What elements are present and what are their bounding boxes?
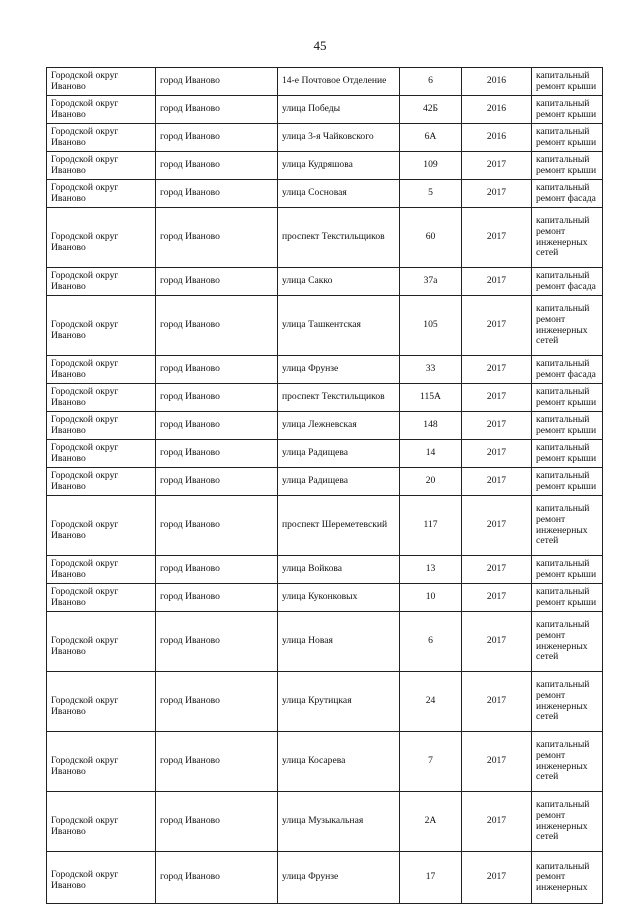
house-number-cell: 33 — [400, 356, 462, 384]
city-cell: город Иваново — [156, 356, 278, 384]
year-cell: 2017 — [462, 792, 532, 852]
district-cell: Городской округ Иваново — [47, 852, 156, 904]
table-row — [47, 584, 603, 612]
street-cell: улица Фрунзе — [278, 852, 400, 904]
city-cell: город Иваново — [156, 468, 278, 496]
work-type-cell: капитальный ремонт крыши — [532, 152, 603, 180]
work-type-cell: капитальный ремонт крыши — [532, 468, 603, 496]
city-cell: город Иваново — [156, 124, 278, 152]
house-number-cell: 117 — [400, 496, 462, 556]
district-cell: Городской округ Иваново — [47, 96, 156, 124]
street-cell: улица Радищева — [278, 440, 400, 468]
street-cell: проспект Текстильщиков — [278, 208, 400, 268]
street-cell: улица Сакко — [278, 268, 400, 296]
district-cell: Городской округ Иваново — [47, 440, 156, 468]
table-row — [47, 96, 603, 124]
year-cell: 2017 — [462, 412, 532, 440]
table-row — [47, 612, 603, 672]
city-cell: город Иваново — [156, 152, 278, 180]
table-row — [47, 268, 603, 296]
table-row — [47, 496, 603, 556]
year-cell: 2017 — [462, 584, 532, 612]
table-row — [47, 124, 603, 152]
street-cell: улица Ташкентская — [278, 296, 400, 356]
table-row — [47, 356, 603, 384]
house-number-cell: 2А — [400, 792, 462, 852]
city-cell: город Иваново — [156, 268, 278, 296]
year-cell: 2017 — [462, 468, 532, 496]
district-cell: Городской округ Иваново — [47, 792, 156, 852]
year-cell: 2017 — [462, 180, 532, 208]
house-number-cell: 115А — [400, 384, 462, 412]
city-cell: город Иваново — [156, 384, 278, 412]
work-type-cell: капитальный ремонт крыши — [532, 412, 603, 440]
housing-repair-table — [46, 67, 603, 904]
table-row — [47, 556, 603, 584]
table-row — [47, 792, 603, 852]
district-cell: Городской округ Иваново — [47, 296, 156, 356]
house-number-cell: 42Б — [400, 96, 462, 124]
work-type-cell: капитальный ремонт фасада — [532, 180, 603, 208]
table-row — [47, 296, 603, 356]
work-type-cell: капитальный ремонт крыши — [532, 384, 603, 412]
year-cell: 2017 — [462, 440, 532, 468]
work-type-cell: капитальный ремонт инженерных сетей — [532, 296, 603, 356]
city-cell: город Иваново — [156, 496, 278, 556]
table-row — [47, 208, 603, 268]
house-number-cell: 7 — [400, 732, 462, 792]
city-cell: город Иваново — [156, 672, 278, 732]
year-cell: 2017 — [462, 152, 532, 180]
work-type-cell: капитальный ремонт крыши — [532, 124, 603, 152]
district-cell: Городской округ Иваново — [47, 412, 156, 440]
district-cell: Городской округ Иваново — [47, 584, 156, 612]
city-cell: город Иваново — [156, 732, 278, 792]
district-cell: Городской округ Иваново — [47, 384, 156, 412]
work-type-cell: капитальный ремонт крыши — [532, 556, 603, 584]
year-cell: 2017 — [462, 268, 532, 296]
district-cell: Городской округ Иваново — [47, 468, 156, 496]
page-number: 45 — [313, 38, 327, 53]
house-number-cell: 14 — [400, 440, 462, 468]
city-cell: город Иваново — [156, 584, 278, 612]
district-cell: Городской округ Иваново — [47, 68, 156, 96]
house-number-cell: 17 — [400, 852, 462, 904]
house-number-cell: 13 — [400, 556, 462, 584]
city-cell: город Иваново — [156, 792, 278, 852]
house-number-cell: 6 — [400, 68, 462, 96]
work-type-cell: капитальный ремонт инженерных сетей — [532, 496, 603, 556]
year-cell: 2017 — [462, 852, 532, 904]
house-number-cell: 148 — [400, 412, 462, 440]
house-number-cell: 109 — [400, 152, 462, 180]
house-number-cell: 6 — [400, 612, 462, 672]
table-row — [47, 468, 603, 496]
street-cell: улица Кудряшова — [278, 152, 400, 180]
work-type-cell: капитальный ремонт инженерных — [532, 852, 603, 904]
work-type-cell: капитальный ремонт инженерных сетей — [532, 792, 603, 852]
district-cell: Городской округ Иваново — [47, 612, 156, 672]
street-cell: проспект Текстильщиков — [278, 384, 400, 412]
work-type-cell: капитальный ремонт инженерных сетей — [532, 732, 603, 792]
city-cell: город Иваново — [156, 68, 278, 96]
city-cell: город Иваново — [156, 852, 278, 904]
district-cell: Городской округ Иваново — [47, 556, 156, 584]
year-cell: 2017 — [462, 556, 532, 584]
city-cell: город Иваново — [156, 208, 278, 268]
year-cell: 2017 — [462, 208, 532, 268]
city-cell: город Иваново — [156, 440, 278, 468]
year-cell: 2016 — [462, 96, 532, 124]
house-number-cell: 6А — [400, 124, 462, 152]
house-number-cell: 105 — [400, 296, 462, 356]
table-row — [47, 852, 603, 904]
district-cell: Городской округ Иваново — [47, 356, 156, 384]
street-cell: улица Лежневская — [278, 412, 400, 440]
table-row — [47, 412, 603, 440]
table-row — [47, 152, 603, 180]
work-type-cell: капитальный ремонт инженерных сетей — [532, 672, 603, 732]
table-row — [47, 440, 603, 468]
district-cell: Городской округ Иваново — [47, 124, 156, 152]
year-cell: 2017 — [462, 296, 532, 356]
city-cell: город Иваново — [156, 612, 278, 672]
table-row — [47, 180, 603, 208]
street-cell: улица Сосновая — [278, 180, 400, 208]
street-cell: улица Крутицкая — [278, 672, 400, 732]
year-cell: 2017 — [462, 384, 532, 412]
year-cell: 2017 — [462, 732, 532, 792]
street-cell: улица Новая — [278, 612, 400, 672]
work-type-cell: капитальный ремонт крыши — [532, 68, 603, 96]
district-cell: Городской округ Иваново — [47, 268, 156, 296]
work-type-cell: капитальный ремонт инженерных сетей — [532, 208, 603, 268]
work-type-cell: капитальный ремонт крыши — [532, 440, 603, 468]
street-cell: улица Войкова — [278, 556, 400, 584]
district-cell: Городской округ Иваново — [47, 496, 156, 556]
street-cell: улица Косарева — [278, 732, 400, 792]
house-number-cell: 20 — [400, 468, 462, 496]
year-cell: 2016 — [462, 124, 532, 152]
year-cell: 2016 — [462, 68, 532, 96]
district-cell: Городской округ Иваново — [47, 180, 156, 208]
table-row — [47, 672, 603, 732]
table-row — [47, 384, 603, 412]
table-row — [47, 68, 603, 96]
city-cell: город Иваново — [156, 296, 278, 356]
house-number-cell: 24 — [400, 672, 462, 732]
street-cell: улица 3-я Чайковского — [278, 124, 400, 152]
city-cell: город Иваново — [156, 96, 278, 124]
work-type-cell: капитальный ремонт инженерных сетей — [532, 612, 603, 672]
table-body — [47, 68, 603, 904]
work-type-cell: капитальный ремонт крыши — [532, 96, 603, 124]
house-number-cell: 10 — [400, 584, 462, 612]
year-cell: 2017 — [462, 356, 532, 384]
street-cell: проспект Шереметевский — [278, 496, 400, 556]
district-cell: Городской округ Иваново — [47, 672, 156, 732]
street-cell: улица Победы — [278, 96, 400, 124]
street-cell: улица Фрунзе — [278, 356, 400, 384]
house-number-cell: 37а — [400, 268, 462, 296]
house-number-cell: 60 — [400, 208, 462, 268]
street-cell: улица Музыкальная — [278, 792, 400, 852]
city-cell: город Иваново — [156, 180, 278, 208]
work-type-cell: капитальный ремонт фасада — [532, 356, 603, 384]
street-cell: 14-е Почтовое Отделение — [278, 68, 400, 96]
district-cell: Городской округ Иваново — [47, 732, 156, 792]
year-cell: 2017 — [462, 612, 532, 672]
work-type-cell: капитальный ремонт фасада — [532, 268, 603, 296]
work-type-cell: капитальный ремонт крыши — [532, 584, 603, 612]
city-cell: город Иваново — [156, 412, 278, 440]
city-cell: город Иваново — [156, 556, 278, 584]
street-cell: улица Радищева — [278, 468, 400, 496]
district-cell: Городской округ Иваново — [47, 208, 156, 268]
year-cell: 2017 — [462, 496, 532, 556]
table-row — [47, 732, 603, 792]
year-cell: 2017 — [462, 672, 532, 732]
house-number-cell: 5 — [400, 180, 462, 208]
district-cell: Городской округ Иваново — [47, 152, 156, 180]
street-cell: улица Куконковых — [278, 584, 400, 612]
